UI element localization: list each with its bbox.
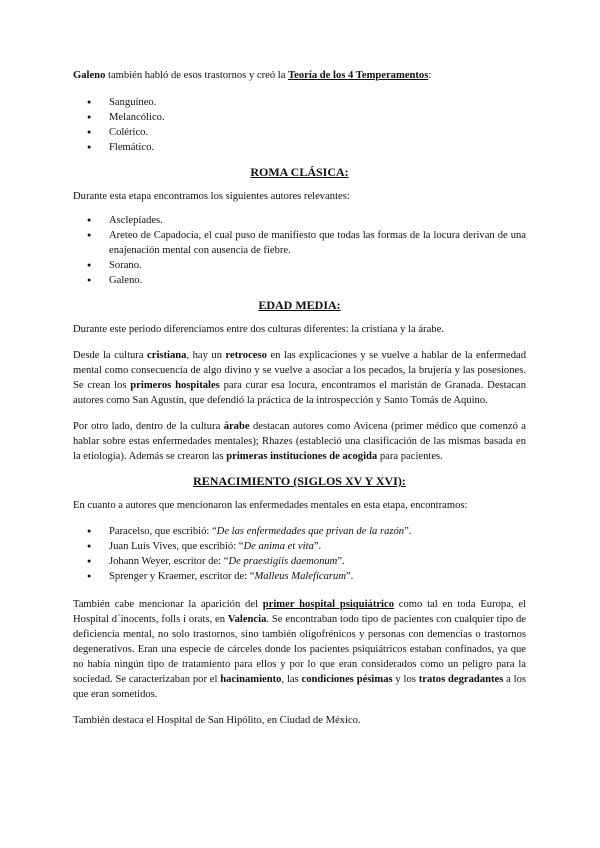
text-run: para curar esa locura, encontramos el maristán de Granada. Destacan autores como San Agustín, que defendió la práctica de la introspección y Santo Tomás de Aquino. [73,380,526,406]
text-run: ”. [337,556,345,567]
text-run: y los [392,674,419,685]
text-run-bold: cristiana [147,350,187,361]
text-run: Paracelso, que escribió: “ [109,526,217,537]
list-item: ● Asclepíades. [73,213,526,228]
temperaments-list [73,95,526,155]
work-title: De praestigiis daemonum [228,556,338,567]
galeno-name: Galeno [73,70,106,81]
work-title: Malleus Maleficarum [254,571,346,582]
text-run: También cabe mencionar la aparición del [73,599,263,610]
renacimiento-intro: En cuanto a autores que mencionaron las enfermedades mentales en esta etapa, encontramos: [73,500,468,511]
heading-edad-media: EDAD MEDIA: [258,298,341,312]
text-run: ”. [313,541,322,552]
heading-renacimiento: RENACIMIENTO (SIGLOS XV Y XVI): [193,474,406,488]
list-item: ● Flemático. [73,140,526,155]
work-title: De las enfermedades que privan de la razón [216,526,405,537]
list-item: ● Melancólico. [73,110,526,125]
edad-media-intro: Durante este periodo diferenciamos entre dos culturas diferentes: la cristiana y la árabe. [73,324,444,335]
text-run: como tal en toda Europa, el Hospital d´inocents, folls i orats, en [73,599,526,625]
list-item [73,524,526,539]
temperaments-theory: Teoría de los 4 Temperamentos [288,70,429,81]
text-run-bold: árabe [223,421,250,432]
text-run-bold: tratos degradantes [418,674,504,685]
text-run: Johann Weyer, escritor de: “ [109,556,229,567]
text-run-bold: hacinamiento [220,674,282,685]
roma-authors-list [73,213,526,288]
text-run: Por otro lado, dentro de la cultura [73,421,224,432]
list-item [73,554,526,569]
list-item: ● Galeno. [73,273,526,288]
text-run: , las [281,674,302,685]
text-run: para pacientes. [377,451,443,462]
text-run: , hay un [186,350,226,361]
text-run: destacan autores como Avicena (primer médico que comenzó a hablar sobre estas enfermedades mentales); Rhazes (estableció una clasificación de las mismas basada en la etiología). Además se crearon las [73,421,526,462]
list-item [73,539,526,554]
text-run-bold: Valencia [227,614,267,625]
renacimiento-hospital-paragraph [73,597,526,702]
text-run-bold: primeros hospitales [130,380,220,391]
galeno-intro-paragraph [73,68,526,83]
list-item: ● Sanguíneo. [73,95,526,110]
text-run: ”. [345,571,354,582]
text-run: en las explicaciones y se vuelve a hablar de la enfermedad mental como consecuencia de algo divino y se vuelve a asociar a los pecados, la brujería y las posesiones. Se crean los [73,350,527,391]
list-item: ● Sorano. [73,258,526,273]
text-run-bold: primeras instituciones de acogida [226,451,378,462]
galeno-intro-text: también habló de esos trastornos y creó la [105,70,289,81]
list-item: ● Colérico. [73,125,526,140]
edad-media-cristiana-paragraph [73,348,526,408]
work-title: De anima et vita [243,541,314,552]
text-run-bold: retroceso [225,350,267,361]
edad-media-arabe-paragraph [73,419,526,464]
text-run: Juan Luis Vives, que escribió: “ [109,541,244,552]
text-run: Sprenger y Kraemer, escritor de: “ [109,571,255,582]
galeno-intro-end: : [428,70,432,81]
text-run: ”. [404,526,412,537]
list-item: ● Areteo de Capadocia, el cual puso de manifiesto que todas las formas de la locura derivan de una enajenación mental con ausencia de fiebre. [73,228,526,258]
text-run-bold: condiciones pésimas [301,674,393,685]
document-page [73,68,526,728]
heading-roma-clasica: ROMA CLÁSICA: [250,165,349,179]
renacimiento-authors-list [73,524,526,584]
text-run: . Se encontraban todo tipo de pacientes con cualquier tipo de deficiencia mental, no solo trastornos, sino también oligofrénicos y personas con demencias o trastornos degenerativos. Eran una especie de cárceles donde los pacientes psiquiátricos estaban confinados, ya que no había ningún tipo de tratamiento para ellos y por lo que eran considerados como un peligro para la sociedad. Se caracterizaban por el [73,614,526,685]
list-item [73,569,526,584]
renacimiento-san-hipolito-paragraph: También destaca el Hospital de San Hipólito, en Ciudad de México. [73,715,361,726]
text-run-bold-underline: primer hospital psiquiátrico [262,599,394,610]
roma-intro: Durante esta etapa encontramos los siguientes autores relevantes: [73,191,350,202]
text-run: Desde la cultura [73,350,148,361]
text-run: a los que eran sometidos. [73,674,527,700]
